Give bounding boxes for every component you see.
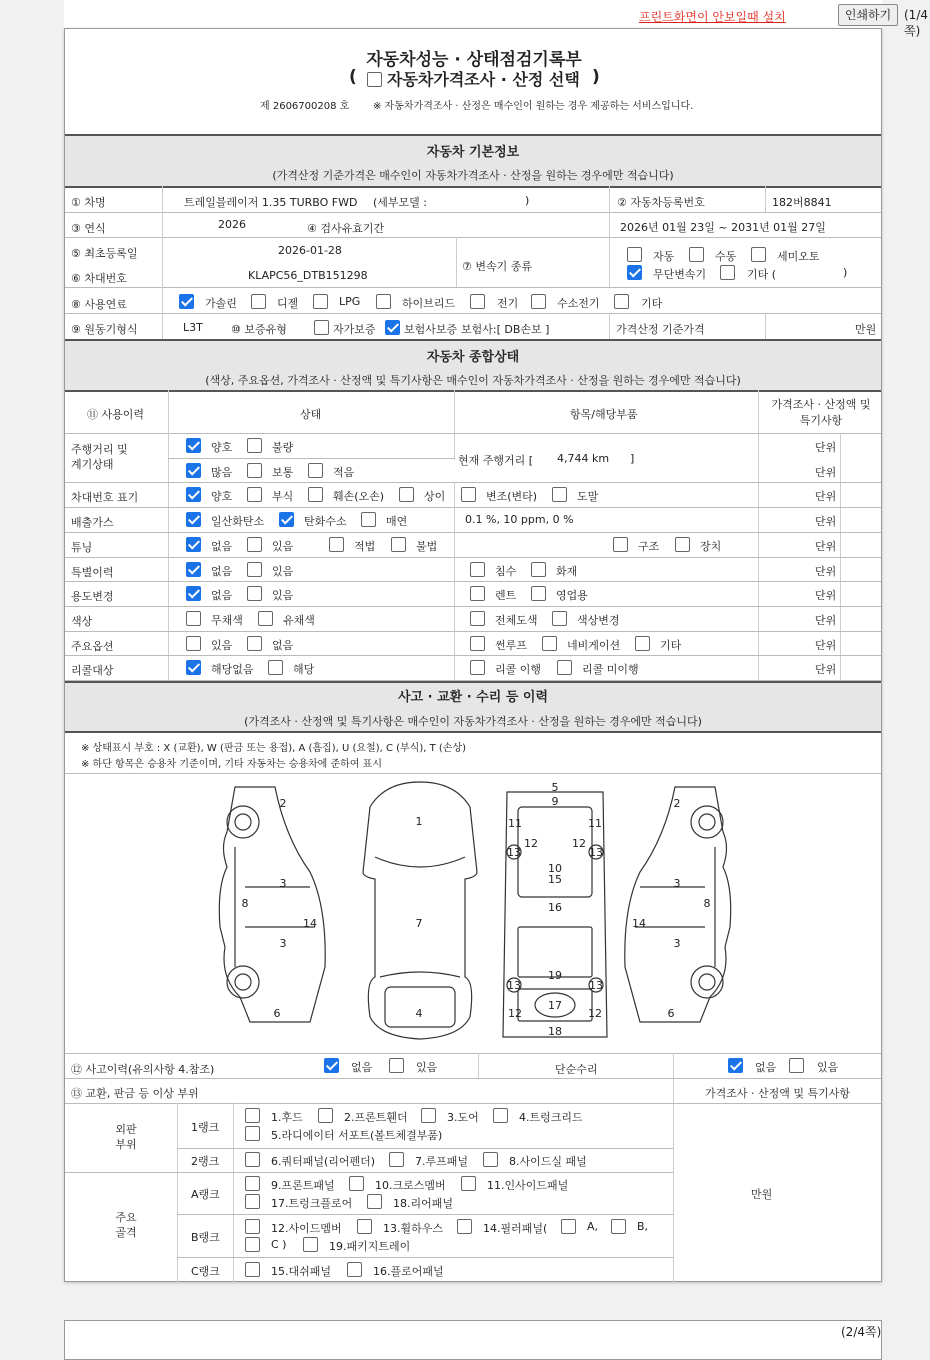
part-checkbox[interactable] [245,1108,260,1123]
part-checkbox[interactable] [461,1176,476,1191]
diagram-label: 9 [551,795,559,808]
print-install-link[interactable]: 프린트화면이 안보일때 설치 [639,10,786,24]
fuel-hydrogen-checkbox[interactable] [531,294,546,309]
accident-yes-checkbox[interactable] [389,1058,404,1073]
part-checkbox[interactable] [347,1262,362,1277]
part-label: 9.프론트패널 [271,1179,335,1192]
status-option-label: 탄화수소 [304,515,347,529]
diagram-label: 19 [548,969,562,982]
accident-none-checkbox[interactable] [324,1058,339,1073]
status-option-checkbox[interactable] [258,611,273,626]
status-col-state: 상태 [300,408,322,421]
paren-open: ( [349,67,357,87]
insurer-name: 보험사:[ DB손보 ] [461,323,550,336]
detail-model-close: ) [525,194,530,207]
status-option-label: 없음 [211,589,233,603]
vin-label: ⑥ 차대번호 [71,272,127,285]
document-title: 자동차성능 · 상태점검기록부 [366,50,582,70]
status-option-checkbox[interactable] [635,636,650,651]
diagram-label: 16 [548,901,562,914]
status-option-label: 보통 [272,465,294,479]
status-option-label: 많음 [211,465,233,479]
status-option-label: 있음 [272,539,294,553]
diagram-label: 2 [279,797,287,810]
repair-none-label: 없음 [755,1061,777,1074]
part-checkbox[interactable] [367,1194,382,1209]
part-label: 16.플로어패널 [373,1265,444,1278]
accident-title: 사고 · 교환 · 수리 등 이력 [397,690,549,705]
part-label: A, [587,1220,599,1233]
status-unit: 단위 [815,613,837,627]
diagram-label: 2 [673,797,681,810]
status-option-label: 네비게이션 [567,638,621,652]
warranty-self-checkbox[interactable] [314,320,329,335]
document-subtitle: 자동차가격조사 · 산정 선택 [387,70,580,89]
status-option-label: 상이 [424,490,446,504]
part-label: 10.크로스멤버 [375,1179,446,1192]
diagram-label: 13 [507,979,521,992]
status-option-label: 적음 [333,465,355,479]
part-checkbox[interactable] [318,1108,333,1123]
fuel-lpg-label: LPG [339,295,361,308]
part-label: 14.필러패널( [483,1222,548,1235]
status-option-checkbox[interactable] [268,660,283,675]
status-row-label: 리콜대상 [71,664,114,678]
status-option-checkbox[interactable] [186,611,201,626]
status-unit: 단위 [815,539,837,553]
diagram-label: 14 [632,917,646,930]
engine-label: ⑨ 원동기형식 [71,323,138,336]
car-name-label: ① 차명 [71,196,106,209]
status-option-label: 도말 [577,490,599,504]
detail-model-label: (세부모델 : [373,196,427,209]
trans-manual-checkbox[interactable] [689,247,704,262]
status-option-checkbox[interactable] [675,537,690,552]
outer-parts-label: 외판 부위 [115,1123,137,1151]
diagram-label: 18 [548,1025,562,1038]
part-label: 15.대쉬패널 [271,1265,331,1278]
diagram-label: 12 [508,1007,522,1020]
rank-2-label: 2랭크 [191,1155,220,1168]
print-button[interactable]: 인쇄하기 [838,4,898,26]
accident-none-label: 없음 [351,1061,373,1074]
paren-close: ) [592,67,600,87]
first-reg-label: ⑤ 최초등록일 [71,247,138,260]
part-label: 18.리어패널 [393,1197,453,1210]
trans-cvt-checkbox[interactable] [627,265,642,280]
diagram-label: 11 [508,817,522,830]
diagram-label: 3 [673,937,681,950]
part-label: 19.패키지트레이 [329,1240,411,1253]
repair-yes-checkbox[interactable] [789,1058,804,1073]
status-option-checkbox[interactable] [470,660,485,675]
status-option-checkbox[interactable] [247,562,262,577]
trans-cvt-label: 무단변속기 [653,268,707,281]
part-label: 13.휠하우스 [383,1222,443,1235]
status-unit: 단위 [815,638,837,652]
status-option-checkbox[interactable] [399,487,414,502]
status-title: 자동차 종합상태 [426,350,520,365]
status-option-checkbox[interactable] [531,562,546,577]
fuel-gasoline-label: 가솔린 [205,297,237,310]
status-option-label: 없음 [272,638,294,652]
status-option-checkbox[interactable] [557,660,572,675]
part-checkbox[interactable] [245,1194,260,1209]
diagram-label: 12 [524,837,538,850]
part-checkbox[interactable] [245,1262,260,1277]
part-label: 2.프론트휀더 [344,1111,408,1124]
part-checkbox[interactable] [303,1237,318,1252]
diagram-label: 3 [673,877,681,890]
trans-auto-label: 자동 [653,250,675,263]
status-option-checkbox[interactable] [186,562,201,577]
rank-a-label: A랭크 [191,1188,220,1201]
diagram-label: 17 [548,999,562,1012]
status-option-checkbox[interactable] [247,636,262,651]
repair-yes-label: 있음 [817,1061,839,1074]
status-option-checkbox[interactable] [470,562,485,577]
price-survey-checkbox[interactable] [367,72,382,87]
reg-no-label: ② 자동차등록번호 [617,196,705,209]
diagram-label: 7 [415,917,423,930]
status-option-checkbox[interactable] [247,586,262,601]
diagram-label: 5 [551,781,559,794]
status-option-label: 기타 [660,638,682,652]
status-option-checkbox[interactable] [361,512,376,527]
fuel-hydrogen-label: 수소전기 [557,297,600,310]
year-label: ③ 연식 [71,222,106,235]
status-option-checkbox[interactable] [247,537,262,552]
status-option-label: 썬루프 [495,638,527,652]
part-label: 11.인사이드패널 [487,1179,569,1192]
accident-history-label: ⑫ 사고이력(유의사항 4.참조) [71,1063,215,1076]
trans-semi-label: 세미오토 [777,250,820,263]
status-option-checkbox[interactable] [186,487,201,502]
status-option-label: 있음 [272,589,294,603]
diagram-label: 10 [548,862,562,875]
trans-other-close: ) [843,266,848,279]
parts-label: ⑬ 교환, 판금 등 이상 부위 [71,1087,199,1100]
status-unit: 단위 [815,465,837,479]
fuel-label: ⑧ 사용연료 [71,298,127,311]
diagram-label: 13 [589,846,603,859]
status-option-label: 양호 [211,490,233,504]
fuel-electric-checkbox[interactable] [470,294,485,309]
status-option-label: 전체도색 [495,613,538,627]
rank-c-label: C랭크 [191,1265,220,1278]
trans-other-checkbox[interactable] [720,265,735,280]
diagram-label: 8 [703,897,711,910]
simple-repair-label: 단순수리 [555,1063,598,1076]
status-row-label: 주요옵션 [71,639,114,653]
diagram-label: 6 [667,1007,675,1020]
diagram-label: 13 [589,979,603,992]
status-note: (색상, 주요옵션, 가격조사 · 산정액 및 특기사항은 매수인이 자동차가격조사 · 산정을 원하는 경우에만 적습니다) [205,374,741,387]
fuel-other-label: 기타 [641,297,663,310]
document-number: 제 2606700208 호 [260,101,350,112]
status-option-label: 화재 [556,564,578,578]
part-label: 12.사이드멤버 [271,1222,342,1235]
status-item-text: 현재 주행거리 [ [458,453,534,467]
status-option-label: 매연 [386,515,408,529]
part-label: 17.트렁크플로어 [271,1197,353,1210]
rank-1-label: 1랭크 [191,1121,220,1134]
major-frame-label: 주요 골격 [115,1211,137,1239]
part-checkbox[interactable] [245,1126,260,1141]
part-checkbox[interactable] [357,1219,372,1234]
status-option-label: 없음 [211,539,233,553]
first-reg-value: 2026-01-28 [278,244,342,257]
status-option-label: 무채색 [211,613,243,627]
part-label: 3.도어 [447,1111,479,1124]
odometer-close: ] [630,451,635,465]
part-checkbox[interactable] [389,1152,404,1167]
next-page-number: (2/4쪽) [841,1325,882,1339]
reg-no-value: 182버8841 [772,196,832,209]
part-label: 5.라디에이터 서포트(볼트체결부품) [271,1129,443,1142]
status-option-checkbox[interactable] [329,537,344,552]
status-option-label: 렌트 [495,589,517,603]
year-value: 2026 [218,218,246,231]
diagram-label: 6 [273,1007,281,1020]
status-option-checkbox[interactable] [470,586,485,601]
status-col-price: 가격조사 · 산정액 및 특기사항 [771,398,871,427]
status-row-label: 특별이력 [71,565,114,579]
car-name-value: 트레일블레이저 1.35 TURBO FWD [184,196,358,209]
part-checkbox[interactable] [493,1108,508,1123]
status-option-label: 유채색 [283,613,315,627]
fuel-hybrid-label: 하이브리드 [402,297,456,310]
status-option-label: 불법 [416,539,438,553]
status-option-label: 해당 [293,663,315,677]
part-checkbox[interactable] [245,1152,260,1167]
fuel-electric-label: 전기 [497,297,519,310]
fuel-diesel-label: 디젤 [277,297,299,310]
part-label: B, [637,1220,649,1233]
trans-other-label: 기타 ( [747,268,777,281]
diagram-label: 8 [241,897,249,910]
status-option-label: 리콜 미이행 [582,663,639,677]
trans-semi-checkbox[interactable] [751,247,766,262]
status-option-checkbox[interactable] [308,487,323,502]
part-label: 6.쿼터패널(리어펜더) [271,1155,376,1168]
next-page-stub [64,1320,882,1360]
part-checkbox[interactable] [245,1237,260,1252]
status-option-checkbox[interactable] [470,636,485,651]
status-option-label: 침수 [495,564,517,578]
inspection-label: ④ 검사유효기간 [307,222,385,235]
service-notice: ※ 자동차가격조사 · 산정은 매수인이 원하는 경우 제공하는 서비스입니다. [373,101,694,112]
part-label: 8.사이드실 패널 [509,1155,587,1168]
status-col-usage: ⑪ 사용이력 [87,408,145,421]
status-option-checkbox[interactable] [186,512,201,527]
price-base-unit: 만원 [855,323,877,336]
diagram-label: 13 [507,846,521,859]
warranty-label: ⑩ 보증유형 [231,323,287,336]
odometer-value: 4,744 km [557,451,610,465]
status-option-checkbox[interactable] [279,512,294,527]
fuel-gasoline-checkbox[interactable] [179,294,194,309]
status-option-label: 리콜 이행 [495,663,542,677]
status-unit: 단위 [815,564,837,578]
status-option-label: 구조 [638,539,660,553]
part-label: 7.루프패널 [415,1155,468,1168]
status-option-checkbox[interactable] [186,660,201,675]
warranty-insurance-checkbox[interactable] [385,320,400,335]
status-row-label: 튜닝 [71,540,93,554]
status-option-checkbox[interactable] [461,487,476,502]
status-option-label: 양호 [211,441,233,454]
status-option-label: 해당없음 [211,663,254,677]
legend-line-1: ※ 상태표시 부호 : X (교환), W (판금 또는 용접), A (흠집), U (요철), C (부식), T (손상) [81,743,467,754]
status-option-checkbox[interactable] [247,487,262,502]
status-option-checkbox[interactable] [247,438,262,453]
parts-price-unit: 만원 [751,1188,773,1201]
warranty-insurance-label: 보험사보증 [404,323,458,336]
inspection-value: 2026년 01월 23일 ~ 2031년 01월 27일 [620,221,826,234]
status-option-checkbox[interactable] [186,438,201,453]
part-checkbox[interactable] [483,1152,498,1167]
status-option-label: 적법 [354,539,376,553]
accident-yes-label: 있음 [416,1061,438,1074]
status-option-checkbox[interactable] [542,636,557,651]
diagram-label: 11 [588,817,602,830]
status-option-label: 불량 [272,441,294,454]
diagram-label: 4 [415,1007,423,1020]
top-bar [64,0,928,38]
status-option-label: 부식 [272,490,294,504]
basic-info-title: 자동차 기본정보 [426,145,520,160]
status-option-checkbox[interactable] [470,611,485,626]
part-checkbox[interactable] [561,1219,576,1234]
repair-none-checkbox[interactable] [728,1058,743,1073]
status-unit: 단위 [815,589,837,603]
rank-b-label: B랭크 [191,1231,220,1244]
price-base-label: 가격산정 기준가격 [616,323,705,336]
part-label: 4.트렁크리드 [519,1111,583,1124]
status-unit: 단위 [815,441,837,454]
status-option-label: 영업용 [556,589,588,603]
status-option-checkbox[interactable] [613,537,628,552]
part-checkbox[interactable] [245,1176,260,1191]
status-col-item: 항목/해당부품 [570,408,638,421]
transmission-label: ⑦ 변속기 종류 [462,260,532,273]
diagram-label: 14 [303,917,317,930]
status-option-checkbox[interactable] [552,487,567,502]
status-unit: 단위 [815,490,837,504]
part-label: 1.후드 [271,1111,303,1124]
car-parts-diagram [215,777,735,1049]
engine-value: L3T [183,321,203,334]
trans-manual-label: 수동 [715,250,737,263]
part-checkbox[interactable] [457,1219,472,1234]
part-checkbox[interactable] [349,1176,364,1191]
vin-value: KLAPC56_DTB151298 [248,269,368,282]
inspection-record-sheet [64,28,882,1282]
status-row-label: 주행거리 및 계기상태 [71,443,128,471]
legend-line-2: ※ 하단 항목은 승용차 기준이며, 기타 자동차는 승용차에 준하여 표시 [81,759,382,770]
status-option-checkbox[interactable] [186,586,201,601]
diagram-label: 12 [572,837,586,850]
status-unit: 단위 [815,515,837,529]
status-option-checkbox[interactable] [552,611,567,626]
fuel-other-checkbox[interactable] [614,294,629,309]
status-option-checkbox[interactable] [186,636,201,651]
status-row-label: 용도변경 [71,590,114,604]
status-option-label: 장치 [700,539,722,553]
warranty-self-label: 자가보증 [333,323,376,336]
status-option-label: 색상변경 [577,613,620,627]
basic-info-note: (가격산정 기준가격은 매수인이 자동차가격조사 · 산정을 원하는 경우에만 적습니다) [272,169,674,182]
status-option-label: 일산화탄소 [211,515,265,529]
page-number: (1/4쪽) [904,8,928,38]
status-option-checkbox[interactable] [247,463,262,478]
status-option-label: 없음 [211,564,233,578]
part-checkbox[interactable] [421,1108,436,1123]
status-option-checkbox[interactable] [391,537,406,552]
diagram-label: 15 [548,873,562,886]
fuel-diesel-checkbox[interactable] [251,294,266,309]
part-checkbox[interactable] [611,1219,626,1234]
diagram-label: 3 [279,937,287,950]
part-checkbox[interactable] [245,1219,260,1234]
diagram-label: 1 [415,815,423,828]
part-label: C ) [271,1238,287,1251]
status-row-label: 차대번호 표기 [71,491,139,505]
accident-note: (가격조사 · 산정액 및 특기사항은 매수인이 자동차가격조사 · 산정을 원하는 경우에만 적습니다) [244,715,702,728]
status-unit: 단위 [815,663,837,677]
diagram-label: 3 [279,877,287,890]
status-row-label: 색상 [71,614,93,628]
fuel-lpg-checkbox[interactable] [313,294,328,309]
status-item-text: 0.1 %, 10 ppm, 0 % [465,513,574,527]
status-option-label: 있음 [211,638,233,652]
trans-auto-checkbox[interactable] [627,247,642,262]
status-row-label: 배출가스 [71,516,114,530]
status-option-label: 있음 [272,564,294,578]
parts-price-label: 가격조사 · 산정액 및 특기사항 [705,1087,850,1100]
status-option-checkbox[interactable] [186,463,201,478]
status-option-label: 변조(변타) [486,490,538,504]
fuel-hybrid-checkbox[interactable] [376,294,391,309]
status-option-checkbox[interactable] [308,463,323,478]
status-option-checkbox[interactable] [186,537,201,552]
status-option-label: 훼손(오손) [333,490,385,504]
diagram-label: 12 [588,1007,602,1020]
status-option-checkbox[interactable] [531,586,546,601]
